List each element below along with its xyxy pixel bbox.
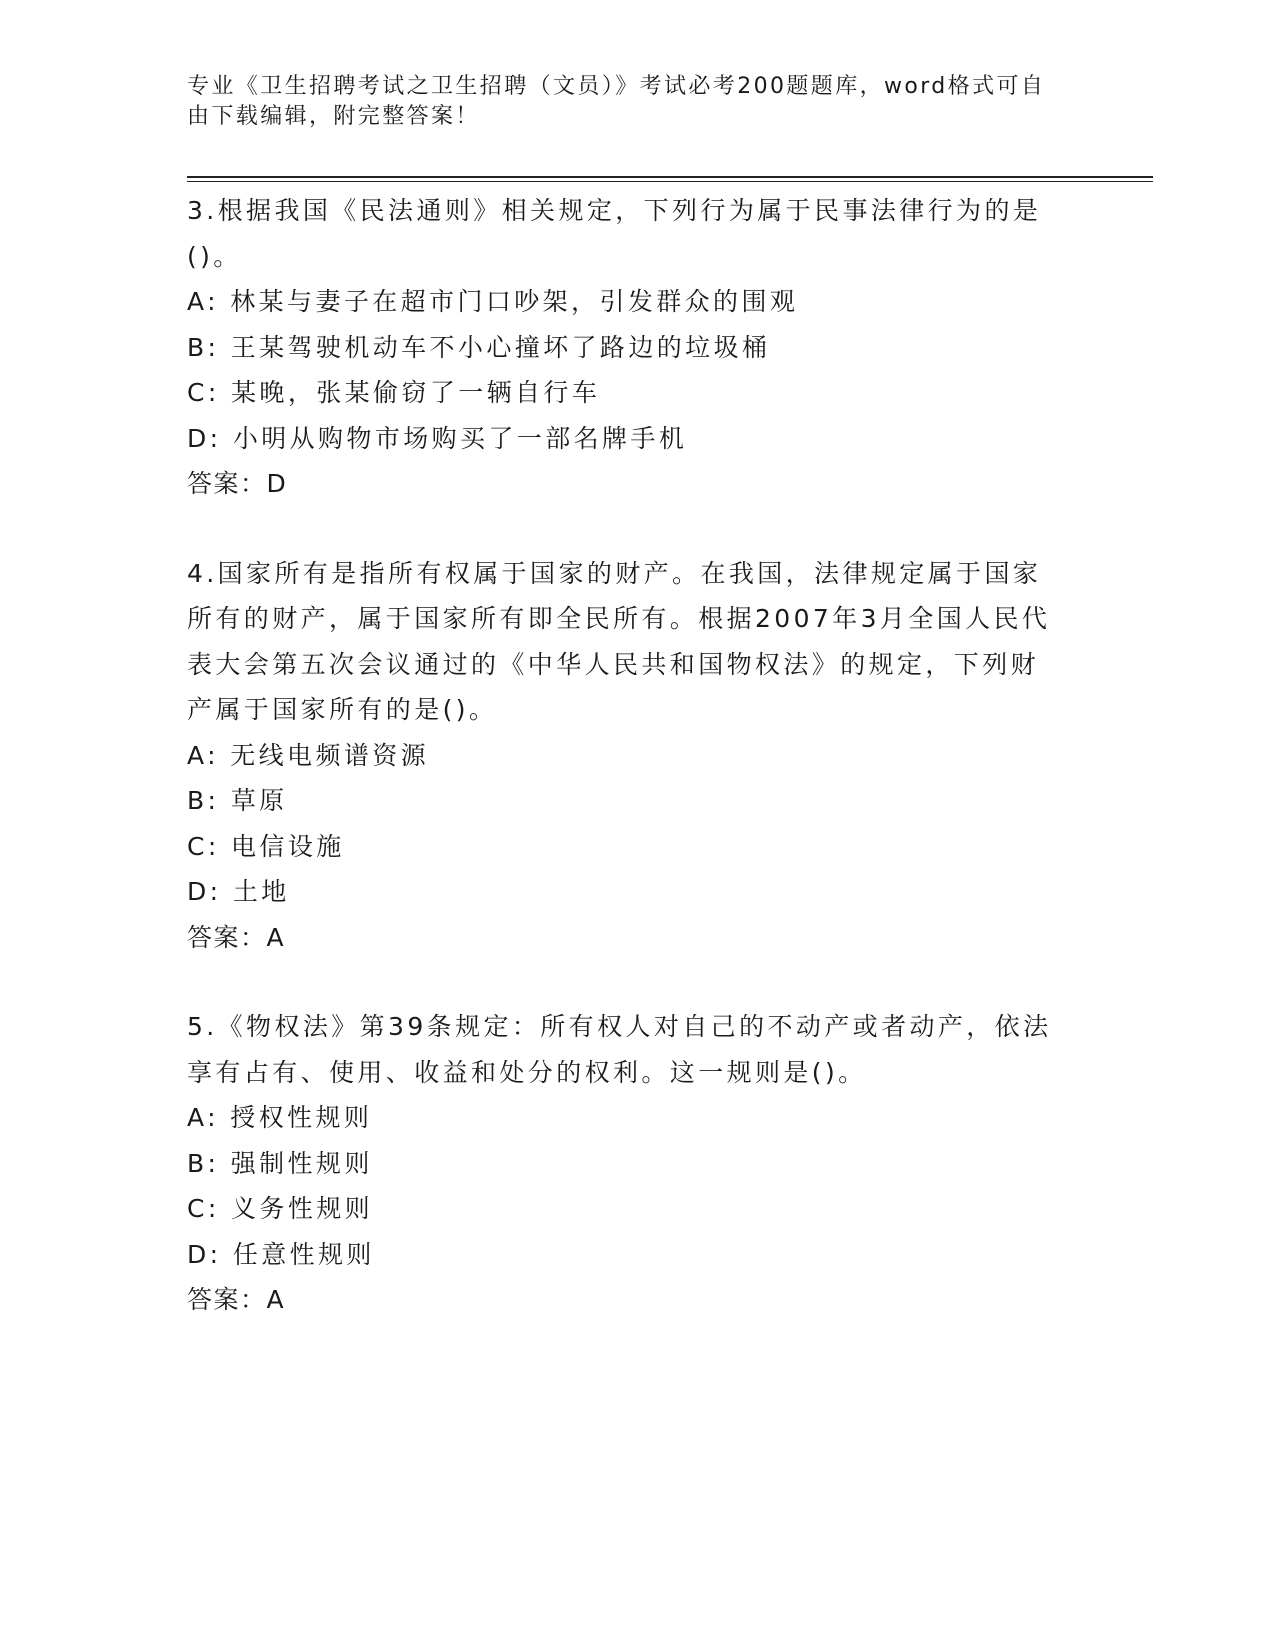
option-text: 义务性规则 bbox=[219, 1194, 374, 1223]
option-d bbox=[187, 416, 1067, 462]
question-list bbox=[187, 188, 1067, 1367]
option-letter: C: bbox=[187, 378, 220, 407]
option-letter: D: bbox=[187, 1239, 222, 1269]
option-a bbox=[187, 1095, 1067, 1141]
option-text: 强制性规则 bbox=[219, 1148, 373, 1178]
option-text: 小明从购物市场购买了一部名牌手机 bbox=[221, 423, 688, 453]
question-stem bbox=[187, 551, 1067, 733]
question-stem-line: 4.国家所有是指所有权属于国家的财产。在我国，法律规定属于国家 bbox=[187, 558, 1042, 588]
header-line-1: 专业《卫生招聘考试之卫生招聘（文员）》考试必考200题题库，word格式可自 bbox=[187, 74, 1046, 99]
option-c bbox=[187, 1186, 1067, 1232]
header-divider-thick bbox=[187, 176, 1153, 178]
option-text: 无线电频谱资源 bbox=[218, 740, 430, 770]
question-stem-line: 享有占有、使用、收益和处分的权利。这一规则是()。 bbox=[187, 1057, 867, 1087]
option-letter: A: bbox=[187, 287, 219, 316]
option-letter: B: bbox=[187, 1148, 220, 1178]
document-header bbox=[187, 72, 1067, 132]
answer-line: 答案：A bbox=[187, 1285, 286, 1314]
option-letter: A: bbox=[187, 1103, 219, 1132]
question-stem bbox=[187, 188, 1067, 279]
option-text: 林某与妻子在超市门口吵架，引发群众的围观 bbox=[218, 287, 799, 316]
option-c bbox=[187, 370, 1067, 416]
option-letter: D: bbox=[187, 423, 222, 453]
option-letter: D: bbox=[187, 877, 222, 906]
option-a bbox=[187, 279, 1067, 325]
option-b bbox=[187, 325, 1067, 371]
question-stem-line: 产属于国家所有的是()。 bbox=[187, 695, 498, 724]
option-text: 任意性规则 bbox=[221, 1239, 375, 1269]
option-letter: C: bbox=[187, 831, 220, 861]
option-letter: B: bbox=[187, 332, 220, 362]
header-line-2: 由下载编辑，附完整答案！ bbox=[187, 104, 480, 129]
option-text: 王某驾驶机动车不小心撞坏了路边的垃圾桶 bbox=[219, 332, 771, 362]
option-a bbox=[187, 733, 1067, 779]
option-c bbox=[187, 824, 1067, 870]
answer-line: 答案：A bbox=[187, 922, 286, 952]
option-b bbox=[187, 778, 1067, 824]
question-3 bbox=[187, 188, 1067, 507]
option-letter: C: bbox=[187, 1194, 220, 1223]
option-d bbox=[187, 869, 1067, 915]
question-4 bbox=[187, 551, 1067, 961]
question-stem-line: 5.《物权法》第39条规定：所有权人对自己的不动产或者动产，依法 bbox=[187, 1012, 1052, 1041]
option-text: 授权性规则 bbox=[218, 1103, 373, 1132]
option-text: 某晚，张某偷窃了一辆自行车 bbox=[219, 378, 601, 407]
header-divider-thin bbox=[187, 181, 1153, 182]
question-stem-line: 所有的财产，属于国家所有即全民所有。根据2007年3月全国人民代 bbox=[187, 604, 1051, 633]
answer-line: 答案：D bbox=[187, 469, 288, 498]
option-b bbox=[187, 1141, 1067, 1187]
option-letter: A: bbox=[187, 740, 219, 770]
question-stem-line: ()。 bbox=[187, 241, 242, 271]
option-text: 草原 bbox=[219, 786, 288, 815]
question-stem-line: 表大会第五次会议通过的《中华人民共和国物权法》的规定，下列财 bbox=[187, 649, 1040, 679]
option-letter: B: bbox=[187, 786, 220, 815]
question-stem-line: 3.根据我国《民法通则》相关规定，下列行为属于民事法律行为的是 bbox=[187, 196, 1042, 225]
question-5 bbox=[187, 1004, 1067, 1323]
option-d bbox=[187, 1232, 1067, 1278]
option-text: 土地 bbox=[221, 877, 290, 906]
question-stem bbox=[187, 1004, 1067, 1095]
option-text: 电信设施 bbox=[219, 831, 345, 861]
